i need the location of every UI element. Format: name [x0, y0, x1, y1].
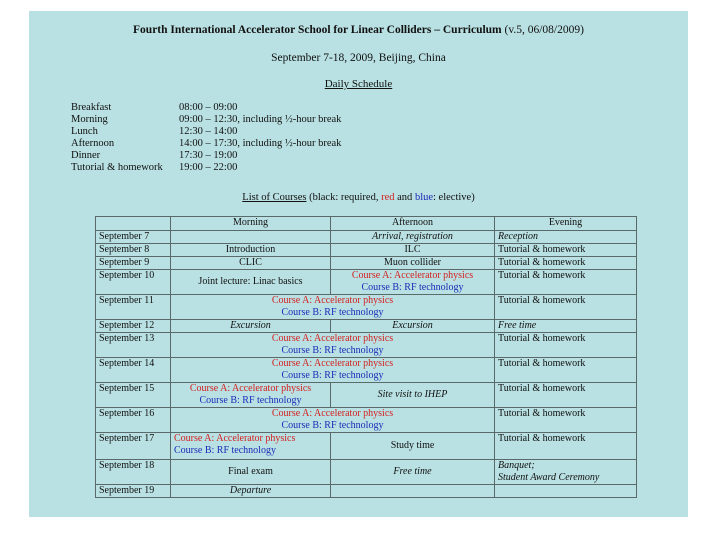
table-row: September 9 CLIC Muon collider Tutorial & homework	[96, 257, 637, 270]
table-row: September 12 Excursion Excursion Free time	[96, 320, 637, 333]
column-header: Afternoon	[331, 217, 495, 231]
courses-legend: List of Courses (black: required, red and blue: elective)	[242, 192, 475, 203]
table-row: September 14 Course A: Accelerator physics Course B: RF technology Tutorial & homework	[96, 358, 637, 383]
table-row: September 8 Introduction ILC Tutorial & homework	[96, 244, 637, 257]
curriculum-table	[95, 216, 637, 498]
table-header-row	[96, 217, 637, 231]
schedule-row: Afternoon 14:00 – 17:30, including ½-hour break	[71, 138, 342, 149]
table-row: September 17 Course A: Accelerator physics Course B: RF technology Study time Tutorial & homework	[96, 433, 637, 460]
table-row: September 10 Joint lecture: Linac basics Course A: Accelerator physics Course B: RF technology Tutorial & homework	[96, 270, 637, 295]
schedule-row: Dinner 17:30 – 19:00	[71, 150, 238, 161]
table-row: September 18 Final exam Free time Banquet; Student Award Ceremony	[96, 460, 637, 485]
curriculum-page	[29, 11, 688, 517]
event-dates: September 7-18, 2009, Beijing, China	[271, 52, 446, 64]
table-row: September 19 Departure	[96, 485, 637, 498]
table-row: September 13 Course A: Accelerator physics Course B: RF technology Tutorial & homework	[96, 333, 637, 358]
table-row: September 7 Arrival, registration Reception	[96, 231, 637, 244]
schedule-row: Breakfast 08:00 – 09:00	[71, 102, 238, 113]
table-row: September 15 Course A: Accelerator physics Course B: RF technology Site visit to IHEP Tutorial & homework	[96, 383, 637, 408]
schedule-row: Morning 09:00 – 12:30, including ½-hour break	[71, 114, 342, 125]
table-row: September 16 Course A: Accelerator physics Course B: RF technology Tutorial & homework	[96, 408, 637, 433]
schedule-row: Lunch 12:30 – 14:00	[71, 126, 238, 137]
version-text: (v.5, 06/08/2009)	[504, 24, 584, 36]
column-header: Morning	[171, 217, 331, 231]
title-text: Fourth International Accelerator School for Linear Colliders – Curriculum	[133, 24, 502, 36]
daily-schedule	[71, 102, 471, 174]
daily-schedule-heading: Daily Schedule	[324, 78, 393, 90]
schedule-row: Tutorial & homework 19:00 – 22:00	[71, 162, 238, 173]
column-header: Evening	[495, 217, 637, 231]
table-row: September 11 Course A: Accelerator physics Course B: RF technology Tutorial & homework	[96, 295, 637, 320]
page-title	[29, 24, 688, 36]
